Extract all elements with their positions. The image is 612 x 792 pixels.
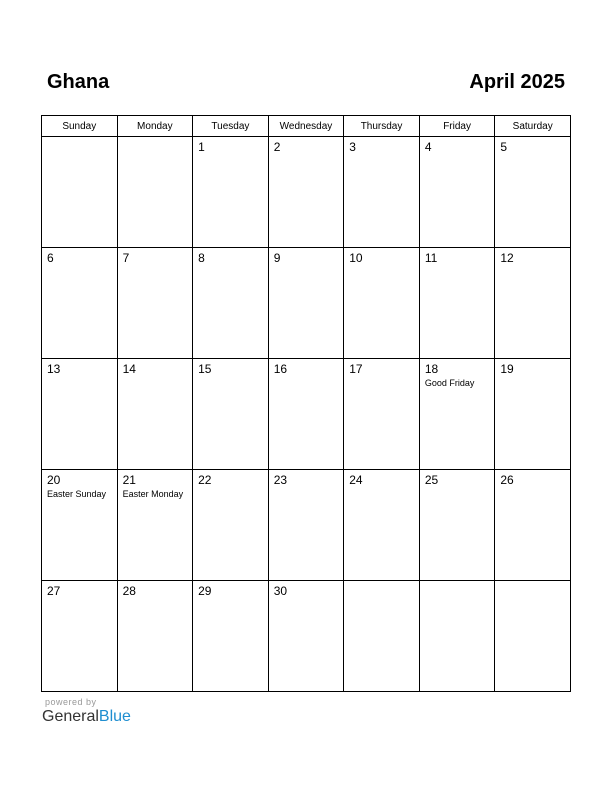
week-row: [42, 137, 571, 248]
day-cell: [268, 359, 344, 470]
weekday-saturday: Saturday: [495, 116, 571, 137]
day-cell: [495, 359, 571, 470]
empty-day-cell: [42, 137, 118, 248]
day-number: 15: [198, 362, 212, 376]
day-number: 8: [198, 251, 205, 265]
day-number: 12: [500, 251, 514, 265]
weekday-wednesday: Wednesday: [268, 116, 344, 137]
day-number: 18: [424, 362, 439, 376]
day-cell: [495, 248, 571, 359]
week-row: [42, 359, 571, 470]
day-cell: [193, 137, 269, 248]
day-number: 27: [47, 584, 61, 598]
empty-day-cell: [495, 581, 571, 692]
day-cell: [193, 581, 269, 692]
week-row: [42, 581, 571, 692]
day-cell: [193, 248, 269, 359]
day-number: 6: [47, 251, 54, 265]
day-number: 19: [500, 362, 514, 376]
week-row: [42, 470, 571, 581]
day-cell: [344, 359, 420, 470]
day-number: 30: [273, 584, 288, 598]
day-number: 10: [349, 251, 363, 265]
day-number: 25: [424, 473, 439, 487]
empty-day-cell: [419, 581, 495, 692]
day-number: 20: [47, 473, 61, 487]
day-cell: [495, 137, 571, 248]
brand-general: General: [42, 708, 99, 725]
day-number: 17: [349, 362, 363, 376]
day-cell: [117, 359, 193, 470]
day-number: [420, 581, 495, 585]
day-number: 24: [349, 473, 363, 487]
day-cell: [344, 248, 420, 359]
day-cell: [344, 470, 420, 581]
brand-blue: Blue: [98, 708, 131, 725]
weekday-tuesday: Tuesday: [193, 116, 269, 137]
day-cell: [42, 248, 118, 359]
day-number: 13: [47, 362, 61, 376]
day-number: 9: [273, 251, 281, 265]
empty-day-cell: [344, 581, 420, 692]
weekday-sunday: Sunday: [42, 116, 118, 137]
day-number: 22: [198, 473, 212, 487]
holiday-label: Easter Sunday: [47, 489, 107, 499]
week-row: [42, 248, 571, 359]
day-number: 4: [424, 140, 432, 154]
powered-by-label: powered by: [45, 697, 97, 707]
day-number: 7: [122, 251, 130, 265]
day-number: 21: [122, 473, 136, 487]
day-number: 26: [500, 473, 514, 487]
day-cell: [193, 470, 269, 581]
day-cell: [117, 248, 193, 359]
weekday-monday: Monday: [117, 116, 193, 137]
day-number: [495, 581, 570, 585]
day-cell: [344, 137, 420, 248]
day-cell: [419, 359, 495, 470]
empty-day-cell: [117, 137, 193, 248]
day-number: [118, 137, 193, 141]
day-number: 1: [198, 140, 205, 154]
day-number: 5: [500, 140, 508, 154]
day-cell: [419, 248, 495, 359]
holiday-label: Good Friday: [424, 378, 475, 388]
day-number: 29: [198, 584, 212, 598]
day-cell: [268, 248, 344, 359]
day-cell: [117, 470, 193, 581]
day-cell: [42, 470, 118, 581]
day-cell: [42, 359, 118, 470]
day-number: [344, 581, 419, 585]
day-cell: [268, 470, 344, 581]
day-number: 28: [122, 584, 136, 598]
day-cell: [268, 137, 344, 248]
day-cell: [495, 470, 571, 581]
brand-logo: [42, 708, 131, 726]
weekday-friday: Friday: [419, 116, 495, 137]
day-number: 2: [273, 140, 281, 154]
day-cell: [419, 137, 495, 248]
day-number: 23: [273, 473, 288, 487]
calendar-body: [42, 137, 571, 692]
day-cell: [268, 581, 344, 692]
day-number: 11: [424, 251, 438, 265]
day-cell: [42, 581, 118, 692]
day-number: 3: [349, 140, 356, 154]
calendar-grid: [41, 115, 571, 692]
country-title: Ghana: [47, 71, 110, 93]
day-number: [42, 137, 117, 141]
day-cell: [419, 470, 495, 581]
month-title: April 2025: [469, 71, 565, 93]
weekday-header-row: [42, 116, 571, 137]
day-cell: [117, 581, 193, 692]
day-number: 16: [273, 362, 288, 376]
holiday-label: Easter Monday: [122, 489, 184, 499]
weekday-thursday: Thursday: [344, 116, 420, 137]
day-number: 14: [122, 362, 136, 376]
day-cell: [193, 359, 269, 470]
